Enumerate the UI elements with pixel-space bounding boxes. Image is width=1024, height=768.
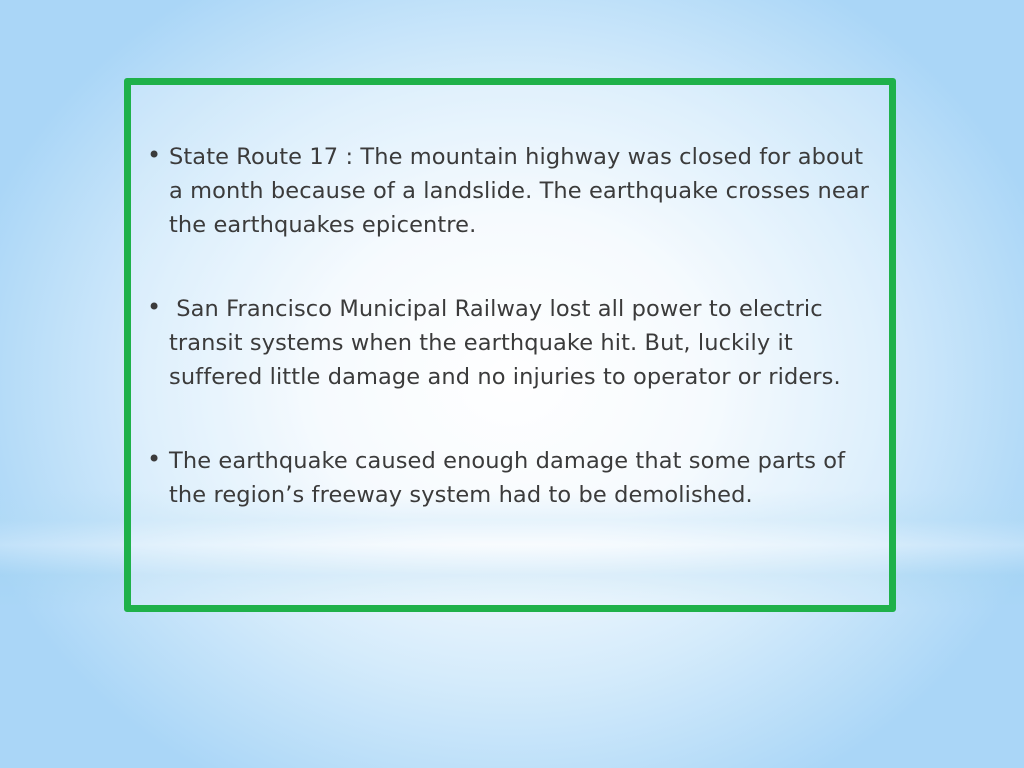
bullet-marker: • (147, 141, 162, 169)
bullet-item-freeway-damage (147, 444, 869, 512)
bullet-text: State Route 17 : The mountain highway was closed for about a month because of a landslide. The earthquake crosses near the earthquakes epicentre. (169, 144, 870, 238)
bullet-item-state-route-17 (147, 140, 869, 242)
slide-content-frame (124, 78, 896, 612)
bullet-list (147, 140, 869, 512)
bullet-text: San Francisco Municipal Railway lost all power to electric transit systems when the earthquake hit. But, luckily it suffered little damage and no injuries to operator or riders. (169, 296, 841, 390)
bullet-text: The earthquake caused enough damage that some parts of the region’s freeway system had to be demolished. (169, 448, 846, 508)
bullet-marker: • (147, 293, 162, 321)
bullet-marker: • (147, 445, 162, 473)
bullet-item-muni-railway (147, 292, 869, 394)
